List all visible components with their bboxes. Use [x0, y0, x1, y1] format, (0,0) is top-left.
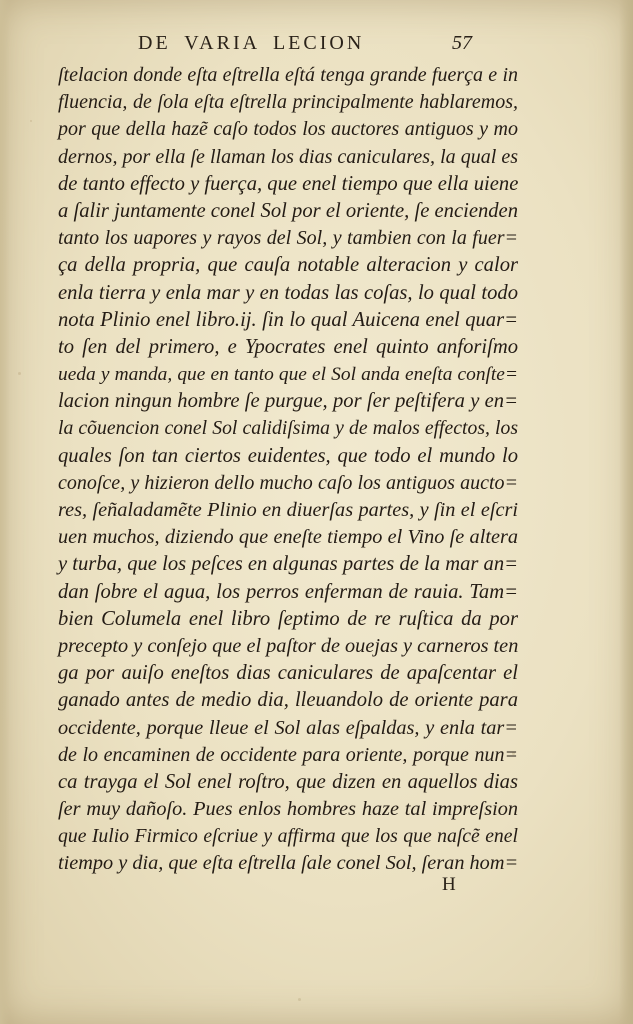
- page-number: 57: [452, 32, 472, 54]
- text-line: que Iulio Firmico eſcriue y affirma que los que naſcẽ enel: [58, 825, 518, 848]
- text-line: y turba, que los peſces en algunas partes de la mar an=: [58, 553, 519, 576]
- text-line: dernos, por ella ſe llaman los dias caniculares, la qual es: [58, 145, 518, 168]
- text-line: quales ſon tan ciertos euidentes, que todo el mundo lo: [58, 444, 518, 467]
- body-text: [58, 62, 518, 878]
- foxing-spot: [30, 120, 32, 122]
- text-line: ça della propria, que cauſa notable alteracion y calor: [58, 254, 518, 277]
- text-line: de tanto effecto y fuerça, que enel tiempo que ella uiene: [58, 172, 519, 195]
- text-line: ga por auiſo eneſtos dias caniculares de apaſcentar el: [58, 662, 518, 685]
- text-line: to ſen del primero, e Ypocrates enel quinto anforiſmo: [58, 335, 518, 358]
- text-line: occidente, porque lleue el Sol alas eſpaldas, y enla tar=: [58, 716, 518, 739]
- signature-mark: H: [442, 874, 456, 895]
- text-line: la cõuencion conel Sol calidiſsima y de malos effectos, los: [58, 417, 518, 440]
- text-line: nota Plinio enel libro.ij. ſin lo qual Auicena enel quar=: [58, 308, 518, 331]
- text-line: ca trayga el Sol enel roſtro, que dizen en aquellos dias: [58, 770, 518, 793]
- text-line: ſtelacion donde eſta eſtrella eſtá tenga grande fuerça e in: [58, 64, 518, 86]
- text-line: de lo encaminen de occidente para oriente, porque nun=: [58, 743, 518, 766]
- text-line: por que della hazẽ caſo todos los auctores antiguos y mo: [58, 118, 518, 141]
- text-line: a ſalir juntamente conel Sol por el oriente, ſe encienden: [58, 199, 518, 222]
- page-header: [130, 32, 490, 58]
- text-line: conoſce, y hizieron dello mucho caſo los antiguos aucto=: [58, 471, 518, 494]
- text-line: lacion ningun hombre ſe purgue, por ſer peſtifera y en=: [58, 390, 518, 413]
- foxing-spot: [298, 998, 301, 1001]
- text-line: bien Columela enel libro ſeptimo de re ruſtica da por: [58, 607, 518, 630]
- text-line: tanto los uapores y rayos del Sol, y tambien con la fuer=: [58, 227, 518, 250]
- text-line: ſer muy dañoſo. Pues enlos hombres haze tal impreſsion: [58, 798, 518, 821]
- text-line: uen muchos, diziendo que eneſte tiempo el Vino ſe altera: [58, 526, 518, 549]
- text-line: tiempo y dia, que eſta eſtrella ſale conel Sol, ſeran hom=: [58, 852, 519, 875]
- text-line: res, ſeñaladamẽte Plinio en diuerſas partes, y ſin el eſcri: [58, 499, 518, 521]
- running-title: DE VARIA LECION: [138, 32, 365, 54]
- text-line: fluencia, de ſola eſta eſtrella principalmente hablaremos,: [58, 91, 518, 114]
- text-line: enla tierra y enla mar y en todas las coſas, lo qual todo: [58, 281, 518, 304]
- text-line: ganado antes de medio dia, lleuandolo de oriente para: [58, 689, 518, 712]
- text-line: precepto y conſejo que el paſtor de ouejas y carneros ten: [58, 634, 519, 657]
- foxing-spot: [18, 372, 21, 375]
- text-line: dan ſobre el agua, los perros enferman de rauia. Tam=: [58, 580, 518, 603]
- text-line: ueda y manda, que en tanto que el Sol anda eneſta conſte=: [58, 364, 518, 386]
- page-edge-shadow: [619, 0, 633, 1024]
- page-gutter-shadow: [0, 0, 10, 1024]
